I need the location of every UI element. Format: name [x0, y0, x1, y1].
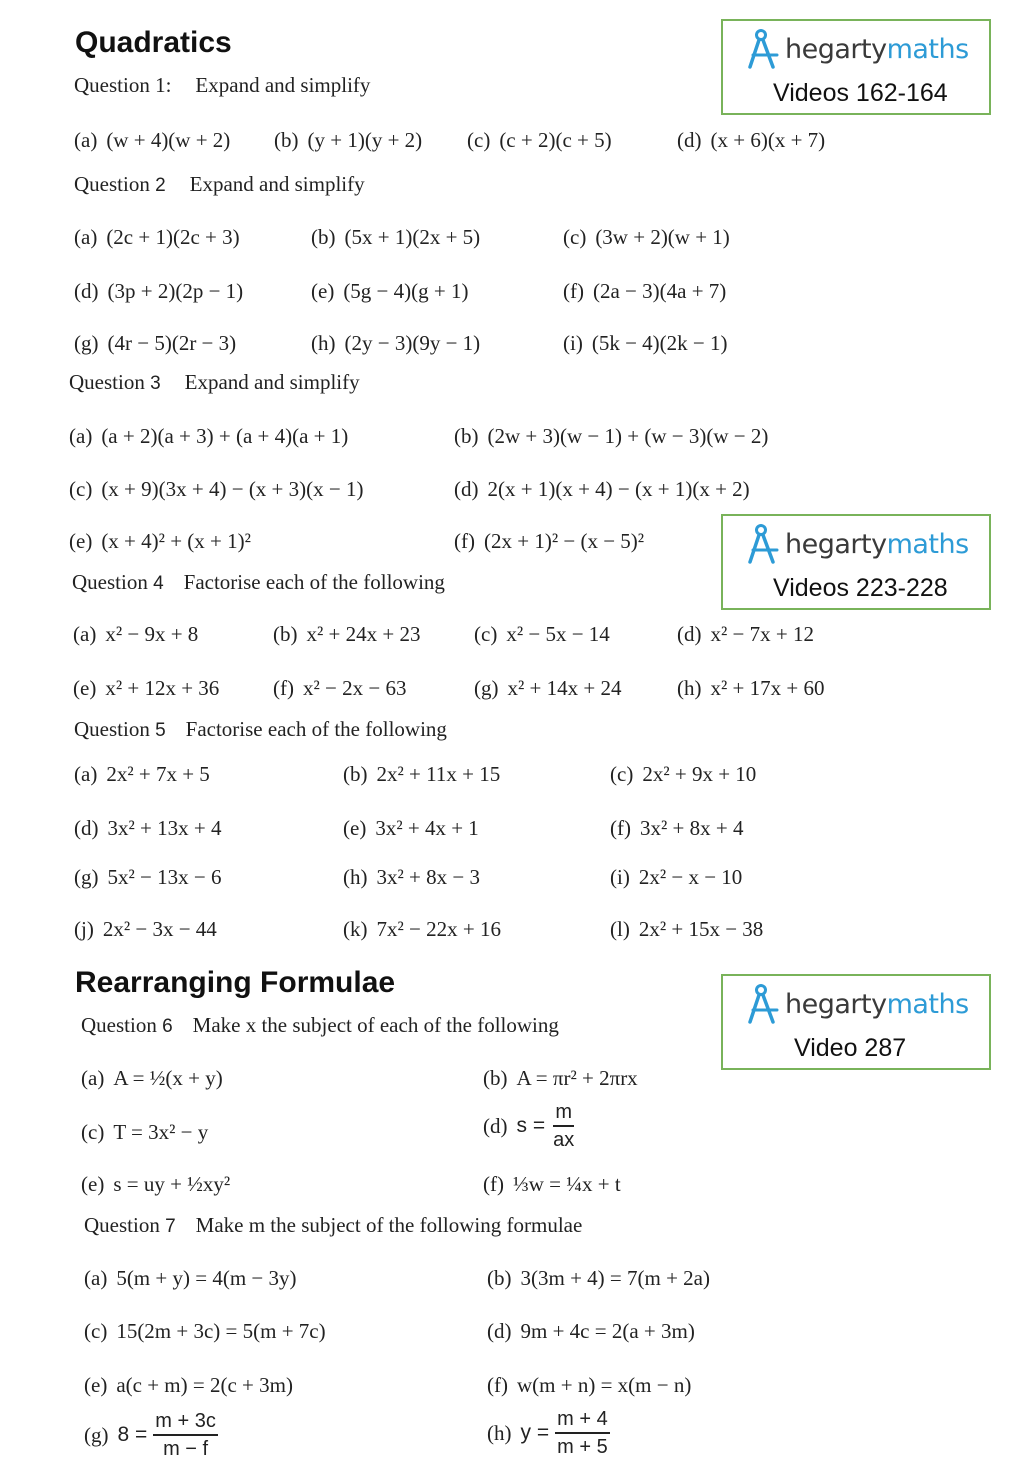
question-item: (a) A = ½(x + y) [81, 1066, 223, 1090]
question-item: (d) x² − 7x + 12 [677, 622, 814, 646]
fraction: $\frac{m}{ax}$ [553, 1101, 575, 1151]
question-item: (a) (w + 4)(w + 2) [74, 128, 231, 152]
question-item: (b) x² + 24x + 23 [273, 622, 421, 646]
question-item: (d) (x + 6)(x + 7) [677, 128, 826, 152]
video-reference: Videos 162-164 [773, 79, 948, 107]
question-item: (j) 2x² − 3x − 44 [74, 917, 217, 941]
question-item: (l) 2x² + 15x − 38 [610, 917, 764, 941]
question-item: (f) x² − 2x − 63 [273, 676, 407, 700]
question-item: (h) x² + 17x + 60 [677, 676, 825, 700]
hegartymaths-wordmark: hegartymaths [785, 33, 969, 65]
question-item: (e) 3x² + 4x + 1 [343, 816, 479, 840]
hegartymaths-video-box-1 [721, 19, 991, 115]
question-3-heading: Question 3 Expand and simplify [69, 370, 360, 394]
question-item: (a) (a + 2)(a + 3) + (a + 4)(a + 1) [69, 424, 349, 448]
question-item: (e) (5g − 4)(g + 1) [311, 279, 469, 303]
question-item: (b) (y + 1)(y + 2) [274, 128, 423, 152]
hegartymaths-wordmark: hegartymaths [785, 528, 969, 560]
section-title-rearranging: Rearranging Formulae [75, 966, 396, 999]
question-item: (b) (2w + 3)(w − 1) + (w − 3)(w − 2) [454, 424, 769, 448]
hegartymaths-logo [747, 984, 969, 1024]
question-7-heading: Question 7 Make m the subject of the following formulae [84, 1213, 583, 1237]
question-item: (b) A = πr² + 2πrx [483, 1066, 638, 1090]
question-item: (a) (2c + 1)(2c + 3) [74, 225, 240, 249]
question-2-heading: Question 2 Expand and simplify [74, 172, 365, 196]
question-item: (f) 3x² + 8x + 4 [610, 816, 744, 840]
question-item: (a) 5(m + y) = 4(m − 3y) [84, 1266, 297, 1290]
question-item: (e) s = uy + ½xy² [81, 1172, 231, 1196]
question-item: (c) 2x² + 9x + 10 [610, 762, 757, 786]
question-item: (i) 2x² − x − 10 [610, 865, 743, 889]
question-item: (h) y = $\frac{m + 4}{m + 5}$ [487, 1408, 608, 1458]
question-item: (g) 8 = $\frac{m + 3c}{m - f}$ [84, 1410, 216, 1460]
question-item: (c) (3w + 2)(w + 1) [563, 225, 730, 249]
question-item: (e) (x + 4)² + (x + 1)² [69, 529, 251, 553]
question-item: (k) 7x² − 22x + 16 [343, 917, 501, 941]
question-5-heading: Question 5 Factorise each of the following [74, 717, 447, 741]
question-1-heading: Question 1: Expand and simplify [74, 73, 371, 97]
question-item: (f) (2x + 1)² − (x − 5)² [454, 529, 645, 553]
question-4-heading: Question 4 Factorise each of the following [72, 570, 445, 594]
question-item: (d) 2(x + 1)(x + 4) − (x + 1)(x + 2) [454, 477, 750, 501]
video-reference: Videos 223-228 [773, 574, 948, 602]
question-item: (h) 3x² + 8x − 3 [343, 865, 480, 889]
question-item: (b) 2x² + 11x + 15 [343, 762, 501, 786]
question-item: (c) x² − 5x − 14 [474, 622, 610, 646]
compass-icon [747, 29, 779, 69]
compass-icon [747, 984, 779, 1024]
question-item: (c) T = 3x² − y [81, 1120, 209, 1144]
question-item: (d) 3x² + 13x + 4 [74, 816, 222, 840]
hegartymaths-video-box-2 [721, 514, 991, 610]
hegartymaths-wordmark: hegartymaths [785, 988, 969, 1020]
question-item: (b) 3(3m + 4) = 7(m + 2a) [487, 1266, 710, 1290]
compass-icon [747, 524, 779, 564]
question-6-heading: Question 6 Make x the subject of each of the following [81, 1013, 559, 1037]
question-item: (f) ⅓w = ¼x + t [483, 1172, 621, 1196]
question-item: (f) w(m + n) = x(m − n) [487, 1373, 692, 1397]
question-item: (e) a(c + m) = 2(c + 3m) [84, 1373, 293, 1397]
video-reference: Video 287 [794, 1034, 907, 1062]
question-item: (a) 2x² + 7x + 5 [74, 762, 210, 786]
question-item: (i) (5k − 4)(2k − 1) [563, 331, 728, 355]
question-item: (c) (x + 9)(3x + 4) − (x + 3)(x − 1) [69, 477, 364, 501]
question-item: (c) (c + 2)(c + 5) [467, 128, 612, 152]
hegartymaths-logo [747, 524, 969, 564]
question-item: (e) x² + 12x + 36 [73, 676, 220, 700]
question-item: (c) 15(2m + 3c) = 5(m + 7c) [84, 1319, 326, 1343]
fraction: $\frac{m + 3c}{m - f}$ [155, 1410, 216, 1460]
question-item: (g) x² + 14x + 24 [474, 676, 622, 700]
question-item: (a) x² − 9x + 8 [73, 622, 199, 646]
section-title-quadratics: Quadratics [75, 26, 232, 59]
question-item: (d) 9m + 4c = 2(a + 3m) [487, 1319, 695, 1343]
question-item: (g) 5x² − 13x − 6 [74, 865, 222, 889]
question-item: (f) (2a − 3)(4a + 7) [563, 279, 727, 303]
question-item: (d) (3p + 2)(2p − 1) [74, 279, 244, 303]
question-item: (d) s = $\frac{m}{ax}$ [483, 1101, 575, 1151]
question-item: (b) (5x + 1)(2x + 5) [311, 225, 481, 249]
question-item: (h) (2y − 3)(9y − 1) [311, 331, 481, 355]
hegartymaths-video-box-3 [721, 974, 991, 1070]
question-item: (g) (4r − 5)(2r − 3) [74, 331, 237, 355]
fraction: $\frac{m + 4}{m + 5}$ [557, 1408, 608, 1458]
hegartymaths-logo [747, 29, 969, 69]
